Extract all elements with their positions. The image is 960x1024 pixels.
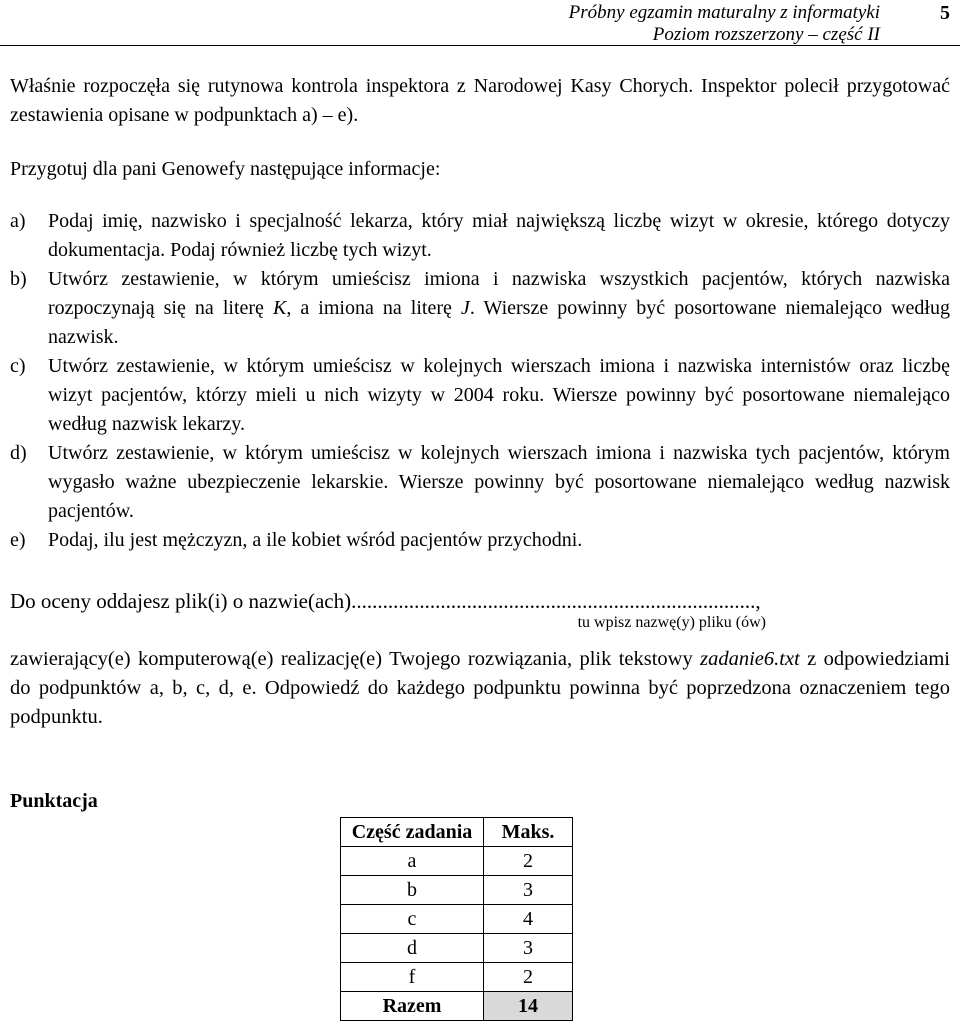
task-label: d) — [10, 442, 27, 464]
total-label: Razem — [341, 992, 484, 1021]
filename-blank: ............................................................................. — [351, 589, 756, 613]
table-total-row — [341, 992, 573, 1021]
task-item-c — [10, 352, 950, 439]
task-text: Podaj imię, nazwisko i specjalność lekarza, który miał największą liczbę wizyt w okresie, którego dotyczy dokumentacja. Podaj również liczbę tych wizyt. — [48, 210, 950, 261]
part-cell: b — [341, 876, 484, 905]
task-item-d — [10, 439, 950, 526]
task-label: e) — [10, 529, 26, 551]
answer-filename: zadanie6.txt — [700, 648, 800, 670]
submission-comma: , — [755, 589, 761, 613]
scoring-table — [340, 817, 573, 1021]
task-item-e — [10, 526, 950, 555]
part-cell: a — [341, 847, 484, 876]
task-label: c) — [10, 355, 26, 377]
table-row — [341, 963, 573, 992]
filename-hint: tu wpisz nazwę(y) pliku (ów) — [577, 614, 766, 631]
letter-j: J — [460, 297, 470, 319]
part-cell: d — [341, 934, 484, 963]
task-text-part: Utwórz zestawienie, w którym umieścisz imiona i nazwiska wszystkich pacjentów, których nazwiska rozpoczynają się na literę — [48, 268, 950, 319]
table-row — [341, 905, 573, 934]
max-cell: 3 — [484, 934, 573, 963]
task-text-part: , a imiona na literę — [286, 297, 461, 319]
task-item-a — [10, 207, 950, 265]
table-row — [341, 876, 573, 905]
task-item-b — [10, 265, 950, 352]
page-header — [0, 0, 960, 46]
table-row — [341, 934, 573, 963]
part-cell: c — [341, 905, 484, 934]
header-exam-level: Poziom rozszerzony – część II — [652, 24, 880, 45]
part-cell: f — [341, 963, 484, 992]
submission-paragraph — [10, 645, 950, 732]
submission-line — [10, 587, 950, 615]
submission-text-part: z odpowiedziami do podpunktów a, b, c, d, e. Odpowiedź do każdego podpunktu powinna być poprzedzona oznaczeniem tego podpunktu. — [10, 648, 951, 728]
task-label: a) — [10, 210, 26, 232]
max-cell: 3 — [484, 876, 573, 905]
task-text: Utwórz zestawienie, w którym umieścisz w kolejnych wierszach imiona i nazwiska internistów oraz liczbę wizyt pacjentów, którzy mieli u nich wizyty w 2004 roku. Wiersze powinny być posortowane niemalejąco według nazwisk lekarzy. — [48, 355, 950, 435]
intro-paragraph: Właśnie rozpoczęła się rutynowa kontrola inspektora z Narodowej Kasy Chorych. Inspektor polecił przygotować zestawienia opisane w podpunktach a) – e). — [10, 75, 950, 126]
max-cell: 2 — [484, 963, 573, 992]
max-cell: 4 — [484, 905, 573, 934]
header-divider — [0, 45, 960, 46]
total-value: 14 — [484, 992, 573, 1021]
task-text: Podaj, ilu jest mężczyzn, a ile kobiet wśród pacjentów przychodni. — [48, 529, 583, 551]
task-label: b) — [10, 268, 27, 290]
submission-label: Do oceny oddajesz plik(i) o nazwie(ach) — [10, 589, 352, 613]
column-header-part: Część zadania — [341, 818, 484, 847]
page-number: 5 — [940, 2, 950, 24]
letter-k: K — [272, 297, 287, 319]
scoring-heading: Punktacja — [10, 790, 98, 812]
header-titles — [0, 2, 880, 46]
table-header-row — [341, 818, 573, 847]
submission-text-part: zawierający(e) komputerową(e) realizację(e) Twojego rozwiązania, plik tekstowy — [10, 648, 701, 670]
column-header-max: Maks. — [484, 818, 573, 847]
task-text-part: . Wiersze powinny być posortowane niemalejąco według nazwisk. — [48, 297, 950, 348]
task-text: Utwórz zestawienie, w którym umieścisz w kolejnych wierszach imiona i nazwiska tych pacjentów, którym wygasło ważne ubezpieczenie lekarskie. Wiersze powinny być posortowane niemalejąco według nazwisk pacjentów. — [48, 442, 950, 522]
table-row — [341, 847, 573, 876]
task-text — [48, 265, 950, 352]
header-exam-title: Próbny egzamin maturalny z informatyki — [568, 2, 880, 23]
lead-paragraph: Przygotuj dla pani Genowefy następujące informacje: — [10, 158, 441, 180]
max-cell: 2 — [484, 847, 573, 876]
